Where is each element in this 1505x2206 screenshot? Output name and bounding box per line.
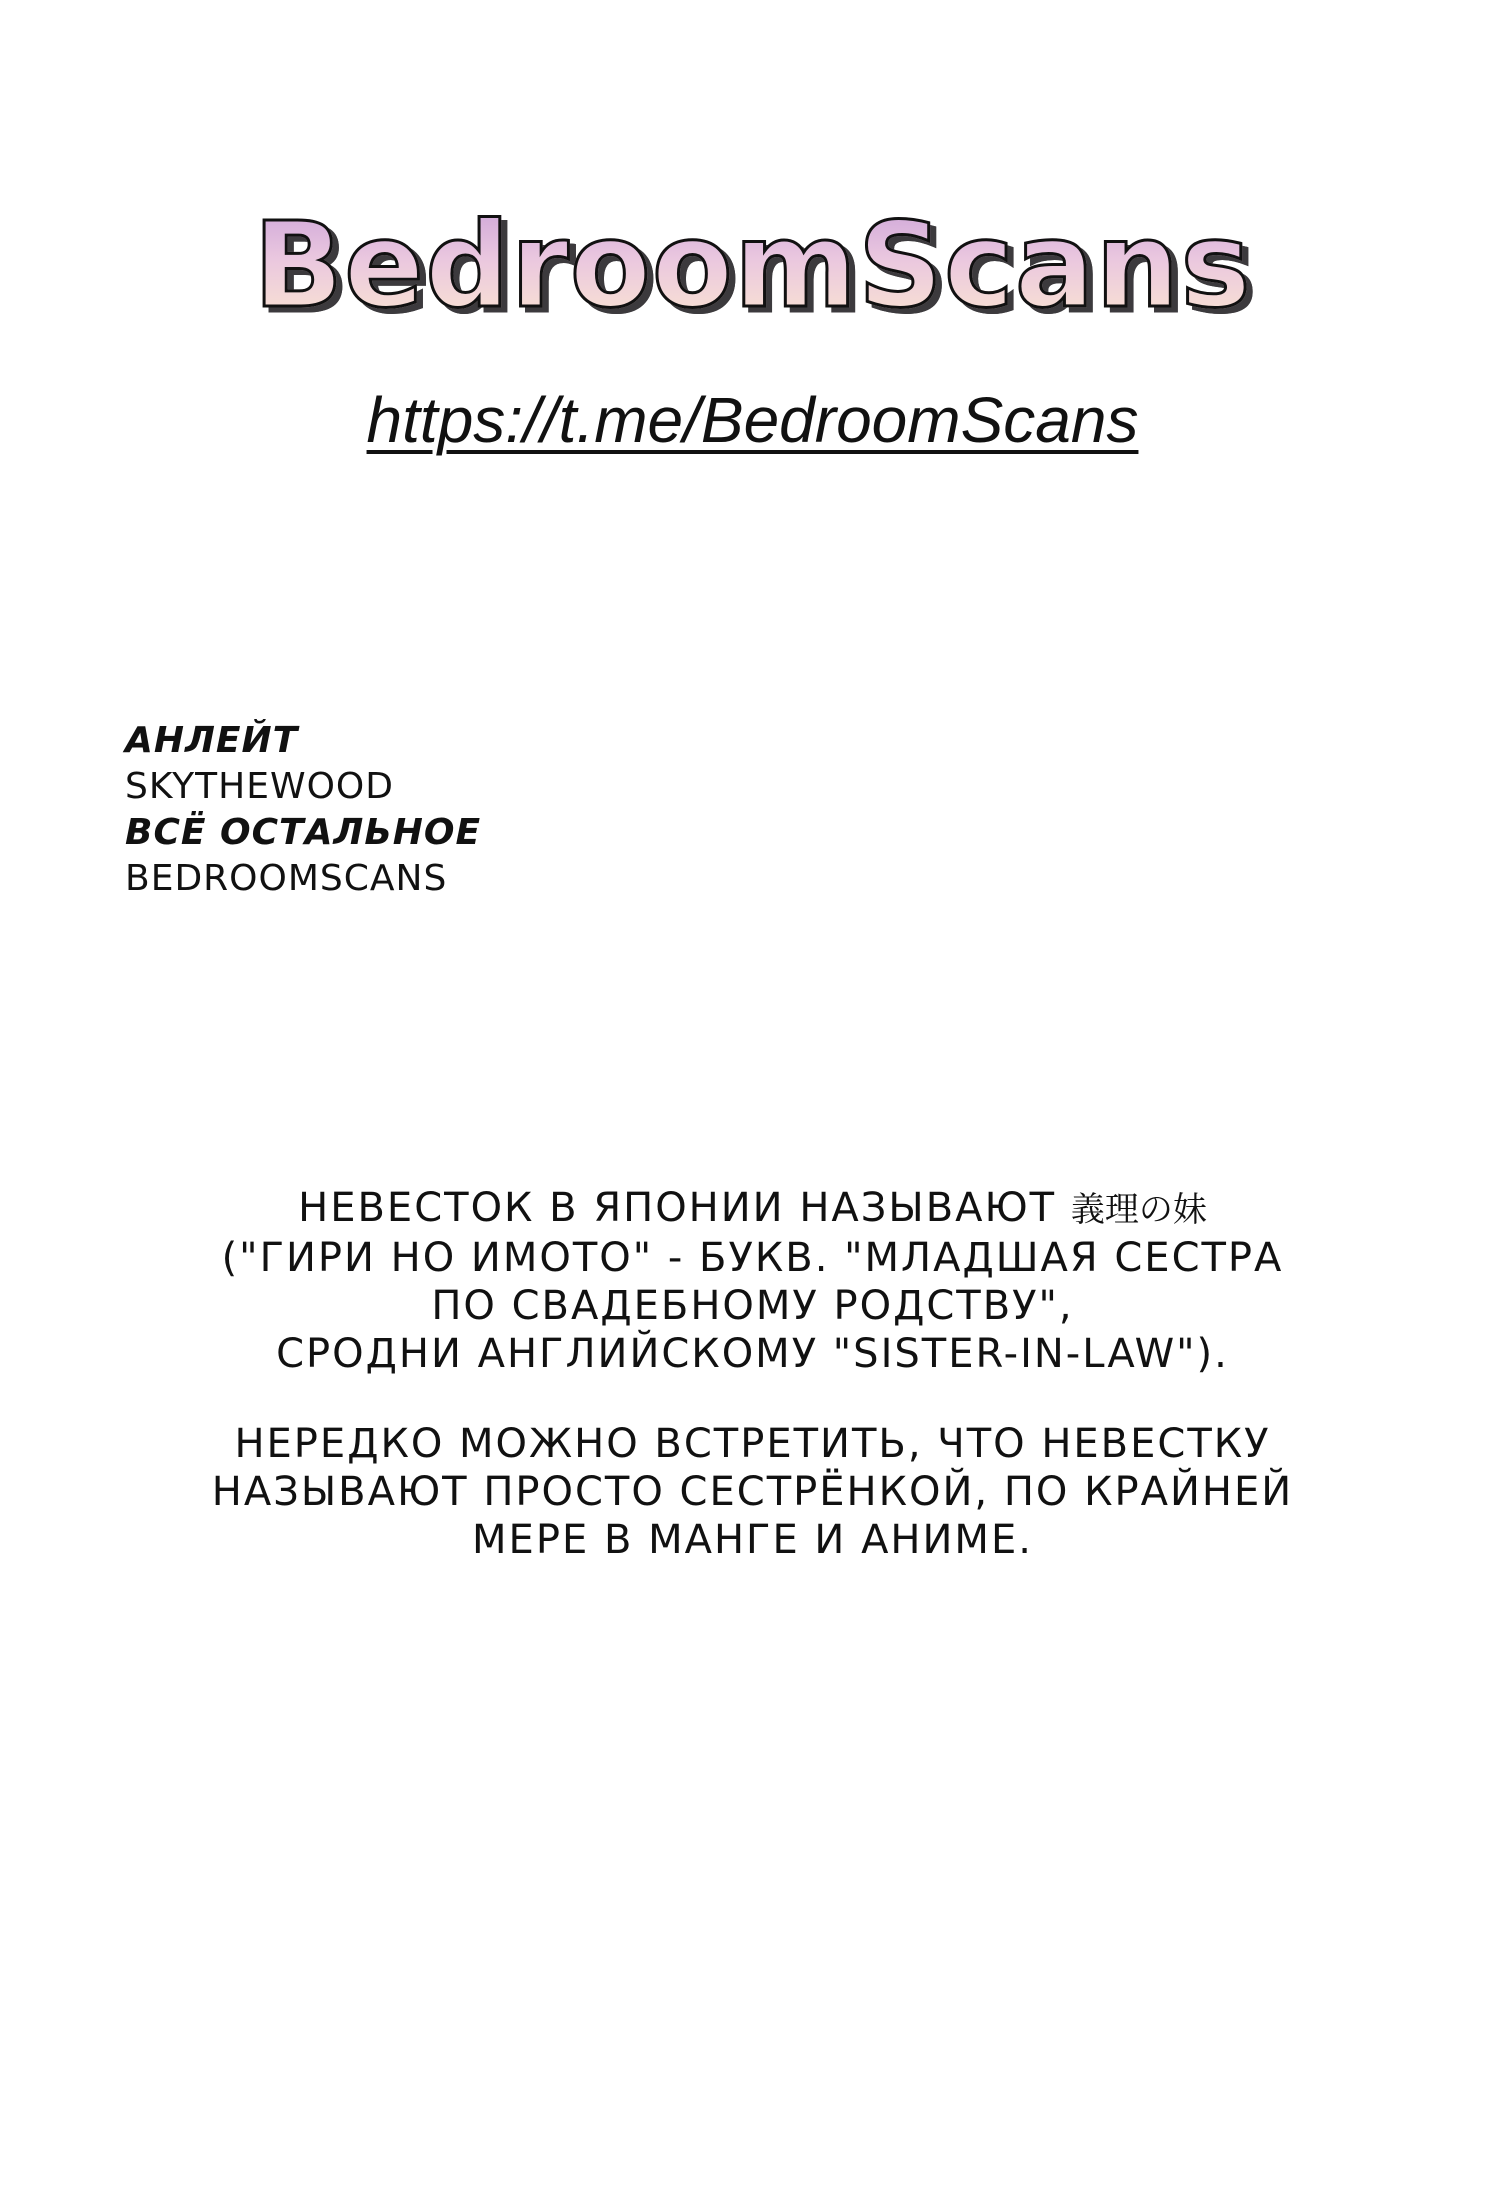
brand-logo xyxy=(0,195,1505,335)
note-1-line-2: ("ГИРИ НО ИМОТО" - БУКВ. "МЛАДШАЯ СЕСТРА xyxy=(221,1235,1284,1281)
credit-name-translator: SKYTHEWOOD xyxy=(125,766,394,807)
note-1-line-1 xyxy=(0,1184,1505,1234)
note-2-line-2: НАЗЫВАЮТ ПРОСТО СЕСТРЁНКОЙ, ПО КРАЙНЕЙ xyxy=(211,1469,1294,1515)
translator-note-2 xyxy=(0,1420,1505,1564)
note-1-japanese-term: 義理の妹 xyxy=(1070,1190,1207,1230)
note-1-line-3: ПО СВАДЕБНОМУ РОДСТВУ", xyxy=(431,1283,1074,1329)
note-1-line-4: СРОДНИ АНГЛИЙСКОМУ "SISTER-IN-LAW"). xyxy=(276,1331,1229,1377)
note-1-line-1-text: НЕВЕСТОК В ЯПОНИИ НАЗЫВАЮТ xyxy=(298,1185,1071,1231)
brand-logo-text: BedroomScans xyxy=(253,196,1252,334)
credit-role-other: ВСЁ ОСТАЛЬНОЕ xyxy=(125,812,482,853)
credit-role-translation: АНЛЕЙТ xyxy=(125,720,299,761)
translator-note-1 xyxy=(0,1184,1505,1378)
credits-block xyxy=(125,718,825,902)
note-2-line-3: МЕРЕ В МАНГЕ И АНИМЕ. xyxy=(472,1517,1033,1563)
telegram-link[interactable]: https://t.me/BedroomScans xyxy=(366,384,1139,456)
credit-name-team: BEDROOMSCANS xyxy=(125,858,448,899)
note-2-line-1: НЕРЕДКО МОЖНО ВСТРЕТИТЬ, ЧТО НЕВЕСТКУ xyxy=(234,1421,1271,1467)
